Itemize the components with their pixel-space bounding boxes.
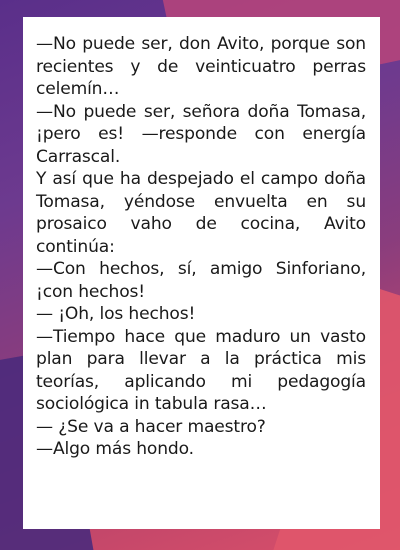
paragraph: — ¿Se va a hacer maestro? bbox=[36, 416, 266, 437]
paragraph: — ¡Oh, los hechos! bbox=[36, 304, 196, 324]
paragraph: —No puede ser, señora doña Tomasa, ¡pero es! —responde con energía Carrascal. bbox=[36, 101, 366, 167]
paragraph: Y así que ha despejado el campo doña Tomasa, yéndose envuelta en su prosaico vaho de cocina, Avito continúa: bbox=[36, 169, 366, 257]
paragraph: —No puede ser, don Avito, porque son recientes y de veinticuatro perras celemín… bbox=[36, 34, 366, 99]
text-page bbox=[23, 17, 380, 529]
paragraph: —Tiempo hace que maduro un vasto plan para llevar a la práctica mis teorías, aplicando mi pedagogía sociológica in tabula rasa… bbox=[36, 326, 366, 414]
paragraph: —Algo más hondo. bbox=[36, 439, 194, 459]
paragraph: —Con hechos, sí, amigo Sinforiano, ¡con hechos! bbox=[36, 259, 366, 302]
